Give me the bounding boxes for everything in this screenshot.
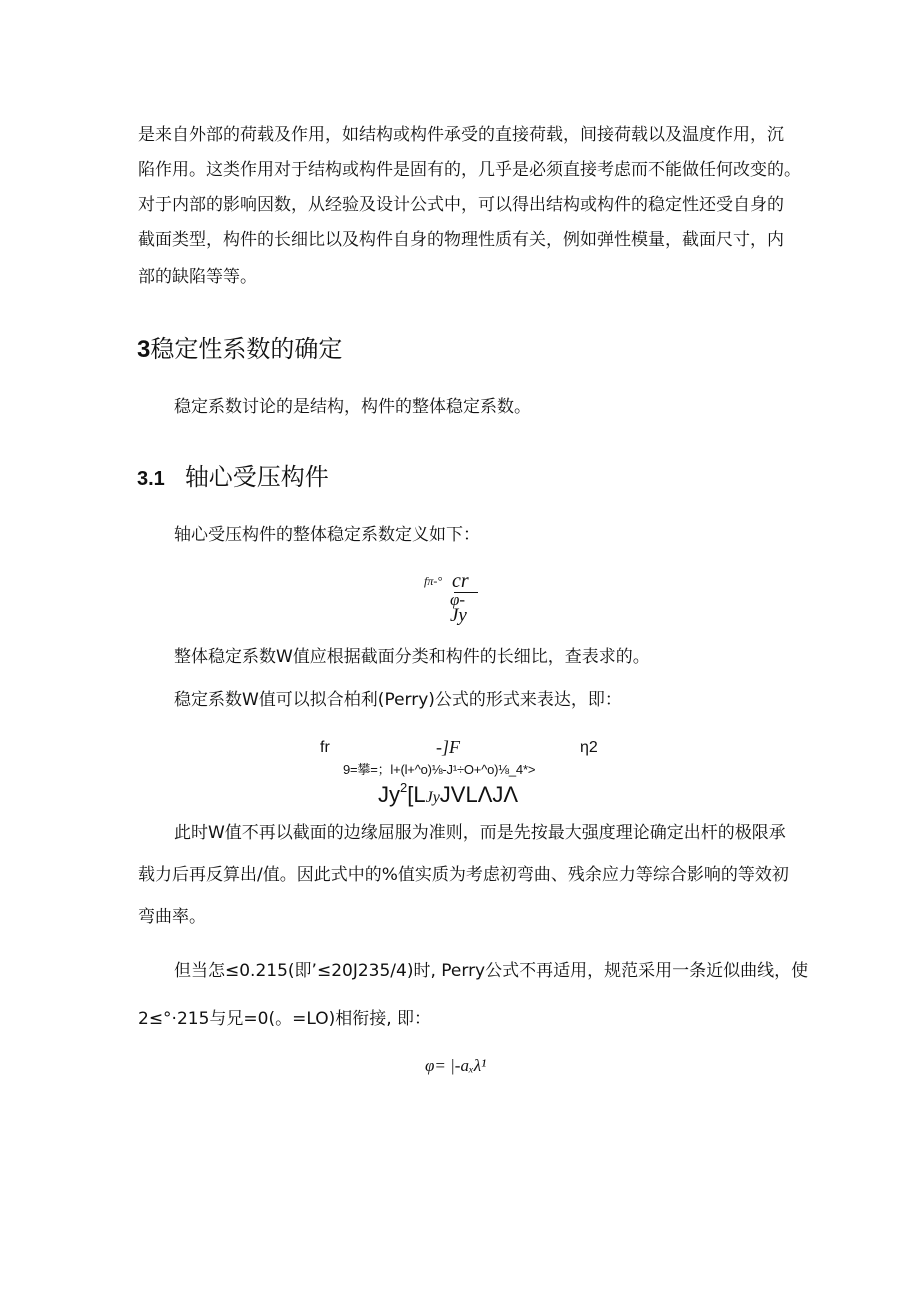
formula-2-row3-d: JVLΛJΛ [439, 782, 519, 807]
formula-2-row3-c: Jy [425, 789, 440, 806]
formula-2-row2: 9=攀=；l+(l+^o)⅛-J¹÷O+^o)⅛_4*> [343, 762, 536, 777]
formula-2-row1-right: η2 [580, 739, 598, 756]
paragraph-line: 部的缺陷等等。 [138, 267, 257, 287]
formula-2-row3-a: Jy [378, 782, 400, 807]
formula-2-row3 [378, 775, 518, 811]
paragraph-line: 陷作用。这类作用对于结构或构件是固有的，几乎是必须直接考虑而不能做任何改变的。 [138, 160, 801, 180]
paragraph-line: 是来自外部的荷载及作用，如结构或构件承受的直接荷载，间接荷载以及温度作用，沉 [138, 125, 784, 145]
subsection-number: 3.1 [137, 468, 165, 490]
section-heading-3 [137, 334, 342, 365]
text-stability-w-2: 稳定系数W值可以拟合柏利(Perry)公式的形式来表达，即： [174, 690, 622, 710]
text-stability-w-1: 整体稳定系数W值应根据截面分类和构件的长细比，查表求的。 [174, 647, 650, 667]
paragraph-3-line: 2≤°·215与兄=0(。=LO)相衔接, 即： [138, 1009, 432, 1029]
formula-1-top-left: fπ-° [424, 574, 443, 588]
formula-2-row3-b: [L [407, 782, 426, 807]
paragraph-line: 截面类型，构件的长细比以及构件自身的物理性质有关，例如弹性模量，截面尺寸，内 [138, 230, 784, 250]
paragraph-2-line: 弯曲率。 [138, 907, 206, 927]
section-intro: 稳定系数讨论的是结构，构件的整体稳定系数。 [174, 397, 531, 417]
formula-1-top-right: cr [452, 570, 469, 592]
paragraph-2-line: 此时W值不再以截面的边缘屈服为准则，而是先按最大强度理论确定出杆的极限承 [174, 823, 786, 843]
formula-small-slenderness: φ= |-aₓλ¹ [425, 1056, 487, 1075]
formula-2-row1-mid: -]F [436, 737, 460, 757]
paragraph-2-line: 载力后再反算出/值。因此式中的%值实质为考虑初弯曲、残余应力等综合影响的等效初 [138, 865, 789, 885]
formula-1-mid: φ- [450, 590, 466, 609]
subsection-title: 轴心受压构件 [184, 463, 329, 491]
section-title: 稳定性系数的确定 [150, 335, 343, 363]
formula-stability-definition [420, 568, 500, 628]
section-heading-3-1 [137, 462, 329, 494]
formula-perry [300, 735, 630, 805]
paragraph-3-line: 但当怎≤0.215(即’≤20J235/4)时, Perry公式不再适用，规范采用一条近似曲线，使 [174, 961, 809, 981]
formula-2-row3-sup: 2 [400, 780, 408, 795]
formula-1-bottom: Jy [450, 605, 467, 626]
definition-intro: 轴心受压构件的整体稳定系数定义如下： [174, 525, 480, 545]
section-number: 3 [137, 336, 151, 363]
paragraph-line: 对于内部的影响因数，从经验及设计公式中，可以得出结构或构件的稳定性还受自身的 [138, 195, 784, 215]
formula-2-row1-left: fr [320, 739, 330, 756]
